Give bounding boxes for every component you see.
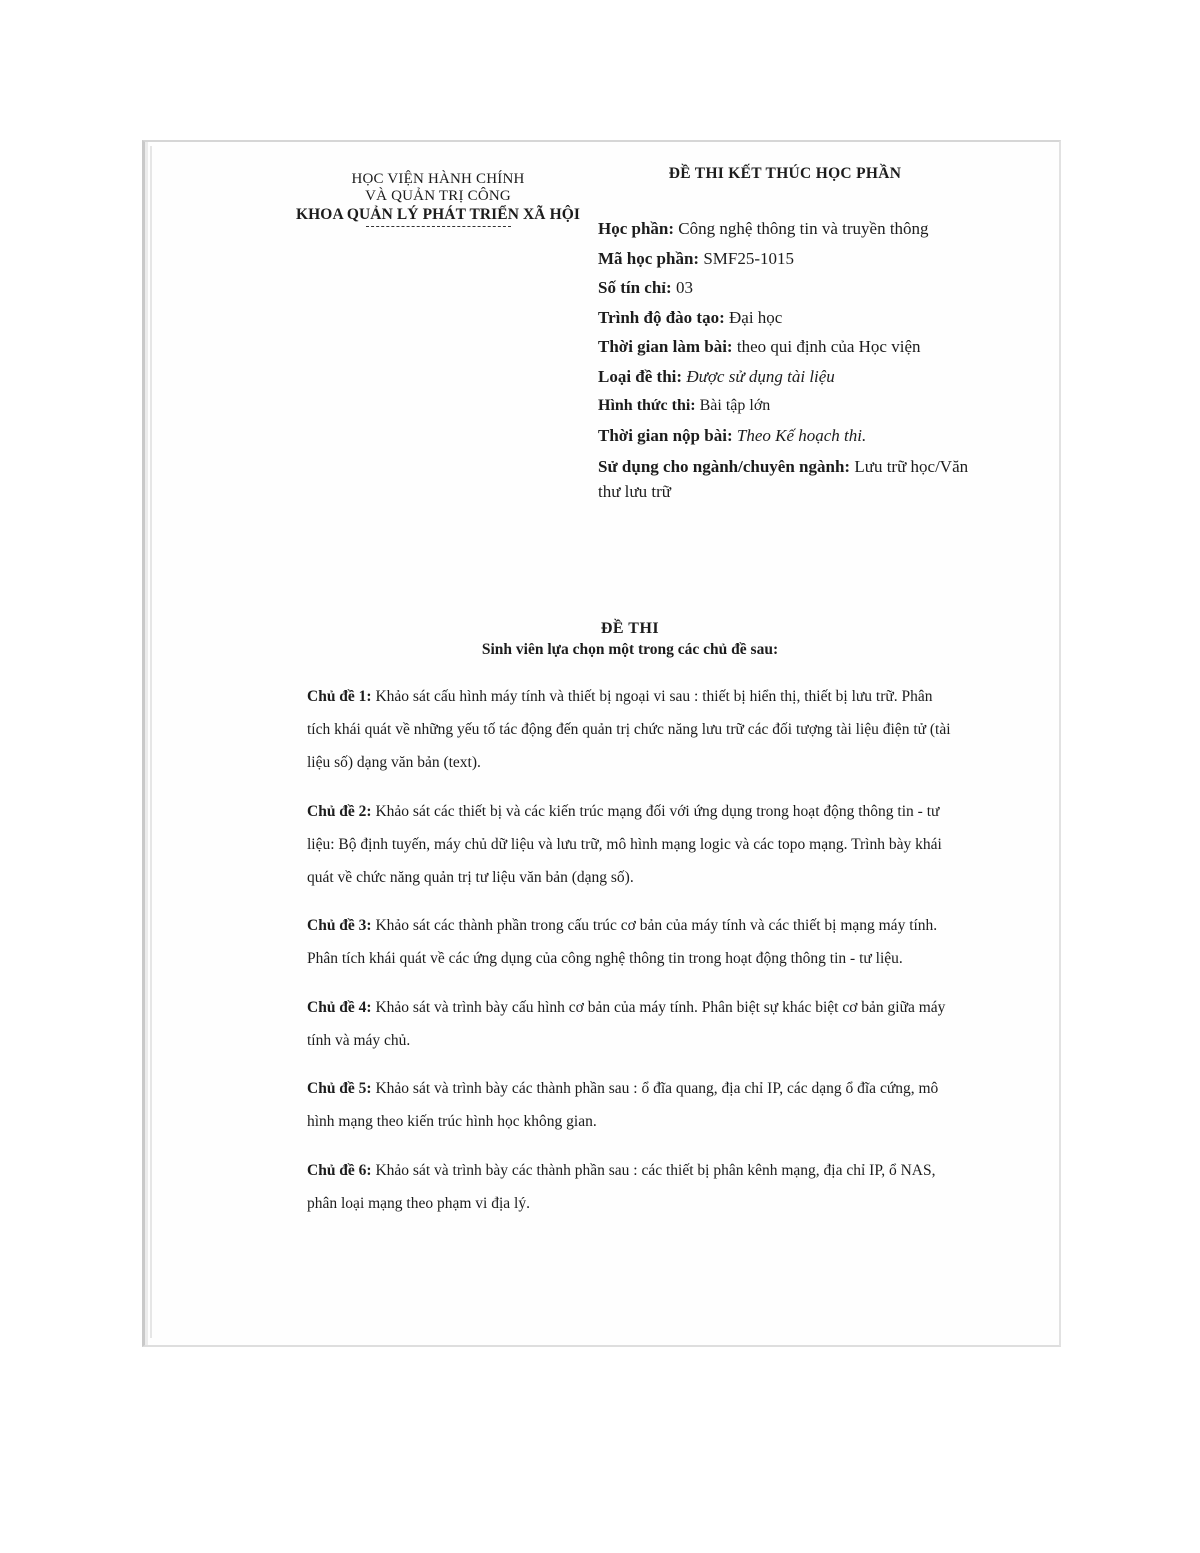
exam-heading [300,618,960,660]
level-label: Trình độ đào tạo: [598,307,725,327]
level-row [598,303,988,333]
institution-line-2: VÀ QUẢN TRỊ CÔNG [365,188,511,204]
duration-label: Thời gian làm bài: [598,337,733,356]
topic-6 [307,1154,957,1220]
topic-label: Chủ đề 3: [307,917,372,934]
exam-heading-title: ĐỀ THI [600,620,660,637]
credits-value: 03 [675,278,693,297]
course-row [598,214,988,244]
submit-time-row [598,421,988,451]
topic-text: Khảo sát và trình bày các thành phần sau : ổ đĩa quang, địa chỉ IP, các dạng ổ đĩa cứng, mô hình mạng theo kiến trúc hình học không gian. [307,1080,939,1130]
topic-4 [307,991,957,1057]
topic-text: Khảo sát và trình bày các thành phần sau : các thiết bị phân kênh mạng, địa chỉ IP, ổ NAS, phân loại mạng theo phạm vi địa lý. [307,1161,936,1212]
topic-label: Chủ đề 1: [307,688,372,705]
topic-label: Chủ đề 4: [307,998,372,1016]
major-row [598,454,988,504]
course-value: Công nghệ thông tin và truyền thông [678,219,929,238]
topic-list [307,680,957,1226]
exam-format-row [598,391,988,421]
topic-2 [307,795,957,894]
major-label: Sử dụng cho ngành/chuyên ngành: [598,457,851,476]
course-label: Học phần: [598,219,675,238]
major-value: Lưu trữ học/Văn thư lưu trữ [598,457,969,501]
topic-3 [307,909,957,975]
course-info [598,214,988,504]
exam-format-label: Hình thức thi: [598,397,696,414]
scan-edge-line [150,146,152,1338]
submit-time-value: Theo Kế hoạch thi. [736,425,867,445]
credits-label: Số tín chỉ: [598,278,672,297]
course-code-row [598,244,988,274]
exam-type-value: Được sử dụng tài liệu [686,366,835,386]
exam-type-label: Loại đề thi: [598,366,683,386]
topic-label: Chủ đề 2: [307,802,372,820]
submit-time-label: Thời gian nộp bài: [598,425,733,445]
duration-row [598,332,988,362]
institution-header [278,171,598,227]
topic-label: Chủ đề 6: [307,1161,372,1179]
exam-format-value: Bài tập lớn [699,397,771,414]
exam-instruction: Sinh viên lựa chọn một trong các chủ đề sau: [481,641,779,658]
exam-title: ĐỀ THI KẾT THÚC HỌC PHẦN [668,165,902,182]
topic-label: Chủ đề 5: [307,1080,372,1097]
topic-text: Khảo sát và trình bày cấu hình cơ bản của máy tính. Phân biệt sự khác biệt cơ bản giữa máy tính và máy chủ. [307,998,946,1049]
topic-1 [307,680,957,779]
credits-row [598,273,988,303]
level-value: Đại học [729,307,783,327]
topic-5 [307,1072,957,1138]
course-code-label: Mã học phần: [598,248,700,268]
exam-type-row [598,362,988,392]
faculty-name: KHOA QUẢN LÝ PHÁT TRIỂN XÃ HỘI [295,206,581,223]
topic-text: Khảo sát các thành phần trong cấu trúc cơ bản của máy tính và các thiết bị mạng máy tính. Phân tích khái quát về các ứng dụng của công nghệ thông tin trong hoạt động thông tin - tư liệu. [307,917,938,967]
institution-line-1: HỌC VIỆN HÀNH CHÍNH [351,171,525,187]
header-divider [366,226,511,227]
duration-value: theo qui định của Học viện [736,337,921,356]
topic-text: Khảo sát cấu hình máy tính và thiết bị ngoại vi sau : thiết bị hiển thị, thiết bị lưu trữ. Phân tích khái quát về những yếu tố tác động đến quản trị chức năng lưu trữ các đối tượng tài liệu điện tử (tài liệu số) dạng văn bản (text). [307,688,951,771]
course-code-value: SMF25-1015 [703,248,795,268]
topic-text: Khảo sát các thiết bị và các kiến trúc mạng đối với ứng dụng trong hoạt động thông tin - tư liệu: Bộ định tuyến, máy chủ dữ liệu và lưu trữ, mô hình mạng logic và các topo mạng. Trình bày khái quát về chức năng quản trị tư liệu văn bản (dạng số). [307,802,942,886]
